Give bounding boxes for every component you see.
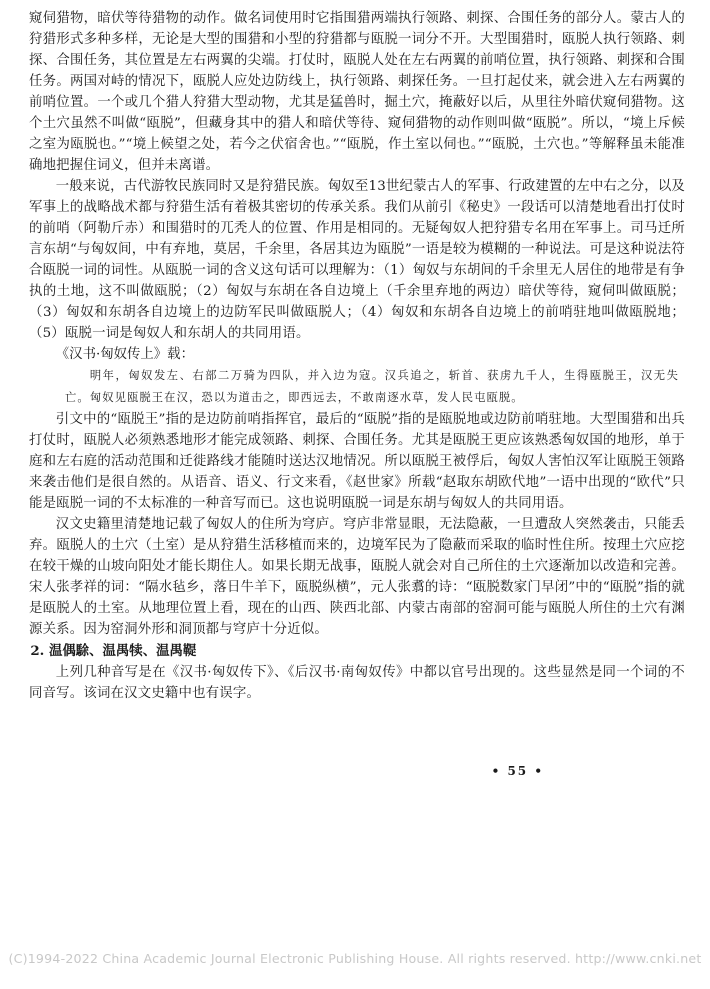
block-quote: 明年，匈奴发左、右部二万骑为四队，并入边为寇。汉兵追之，斩首、获虏九千人，生得瓯脱王，汉无失亡。匈奴见瓯脱王在汉，恐以为道击之，即西远去，不敢南逐水草，发人民屯瓯脱。 — [65, 369, 679, 404]
paragraph-4: 汉文史籍里清楚地记载了匈奴人的住所为穹庐。穹庐非常显眼，无法隐蔽，一旦遭敌人突然袭击，只能丢弃。瓯脱人的土穴（土室）是从狩猎生活移植而来的，边境军民为了隐蔽而采取的临时性住所。按理土穴应挖在较干燥的山坡向阳处才能长期住人。如果长期无战事，瓯脱人就会对自己所住的土穴逐渐加以改造和完善。宋人张孝祥的词：“隔水毡乡，落日牛羊下，瓯脱纵横”，元人张翥的诗：“瓯脱数家门早闭”中的“瓯脱”指的就是瓯脱人的土室。从地理位置上看，现在的山西、陕西北部、内蒙古南部的窑洞可能与瓯脱人所住的土穴有渊源关系。因为窑洞外形和洞顶都与穹庐十分近似。 — [29, 517, 685, 637]
quote-source: 《汉书·匈奴传上》载： — [55, 347, 194, 362]
paragraph-5: 上列几种音写是在《汉书·匈奴传下》、《后汉书·南匈奴传》中都以官号出现的。这些显然是同一个词的不同音写。该词在汉文史籍中也有误字。 — [29, 665, 685, 701]
section-heading: 2. 温偶駼、温禺犊、温禺鞮 — [30, 643, 197, 659]
paragraph-1: 窥伺猎物，暗伏等待猎物的动作。做名词使用时它指围猎两端执行领路、刺探、合围任务的部分人。蒙古人的狩猎形式多种多样，无论是大型的围猎和小型的狩猎都与瓯脱一词分不开。大型围猎时，瓯脱人执行领路、刺探、合围任务，其位置是左右两翼的尖端。打仗时，瓯脱人处在左右两翼的前哨位置，执行领路、刺探和合围任务。两国对峙的情况下，瓯脱人应处边防线上，执行领路、刺探任务。一旦打起仗来，就会进入左右两翼的前哨位置。一个或几个猎人狩猎大型动物，尤其是猛兽时，掘土穴，掩蔽好以后，从里往外暗伏窥伺猎物。这个土穴虽然不叫做“瓯脱”，但藏身其中的猎人和暗伏等待、窥伺猎物的动作则叫做“瓯脱”。所以，“境上斥候之室为瓯脱也。”“境上候望之处，若今之伏宿舍也。”“瓯脱，作土室以伺也。”“瓯脱，土穴也。”等解释虽未能准确地把握住词义，但并未离谱。 — [29, 11, 685, 173]
article-body — [29, 8, 685, 704]
copyright-footer: (C)1994-2022 China Academic Journal Electronic Publishing House. All rights reserved. http://www.cnki.net — [8, 951, 702, 966]
page-number: • 55 • — [491, 764, 544, 778]
paragraph-3: 引文中的“瓯脱王”指的是边防前哨指挥官，最后的“瓯脱”指的是瓯脱地或边防前哨驻地。大型围猎和出兵打仗时，瓯脱人必须熟悉地形才能完成领路、刺探、合围任务。尤其是瓯脱王更应该熟悉匈奴国的地形，单于庭和左右庭的活动范围和迁徙路线才能随时送达汉地情况。所以瓯脱王被俘后，匈奴人害怕汉军让瓯脱王领路来袭击他们是很自然的。从语音、语义、行文来看，《赵世家》所载“赵取东胡欧代地”一语中出现的“欧代”只能是瓯脱一词的不太标准的一种音写而已。这也说明瓯脱一词是东胡与匈奴人的共同用语。 — [29, 412, 685, 511]
paragraph-2: 一般来说，古代游牧民族同时又是狩猎民族。匈奴至13世纪蒙古人的军事、行政建置的左中右之分，以及军事上的战略战术都与狩猎生活有着极其密切的传承关系。我们从前引《秘史》一段话可以清楚地看出打仗时的前哨（阿勒斤赤）和围猎时的兀秃人的位置、作用是相同的。无疑匈奴人把狩猎专名用在军事上。司马迁所言东胡“与匈奴间，中有弃地，莫居，千余里，各居其边为瓯脱”一语是较为模糊的一种说法。可是这种说法符合瓯脱一词的词性。从瓯脱一词的含义这句话可以理解为：（1）匈奴与东胡间的千余里无人居住的地带是有争执的土地，这不叫做瓯脱；（2）匈奴与东胡在各自边境上（千余里弃地的两边）暗伏等待，窥伺叫做瓯脱；（3）匈奴和东胡各自边境上的边防军民叫做瓯脱人；（4）匈奴和东胡各自边境上的前哨驻地叫做瓯脱地；（5）瓯脱一词是匈奴人和东胡人的共同用语。 — [29, 179, 685, 341]
